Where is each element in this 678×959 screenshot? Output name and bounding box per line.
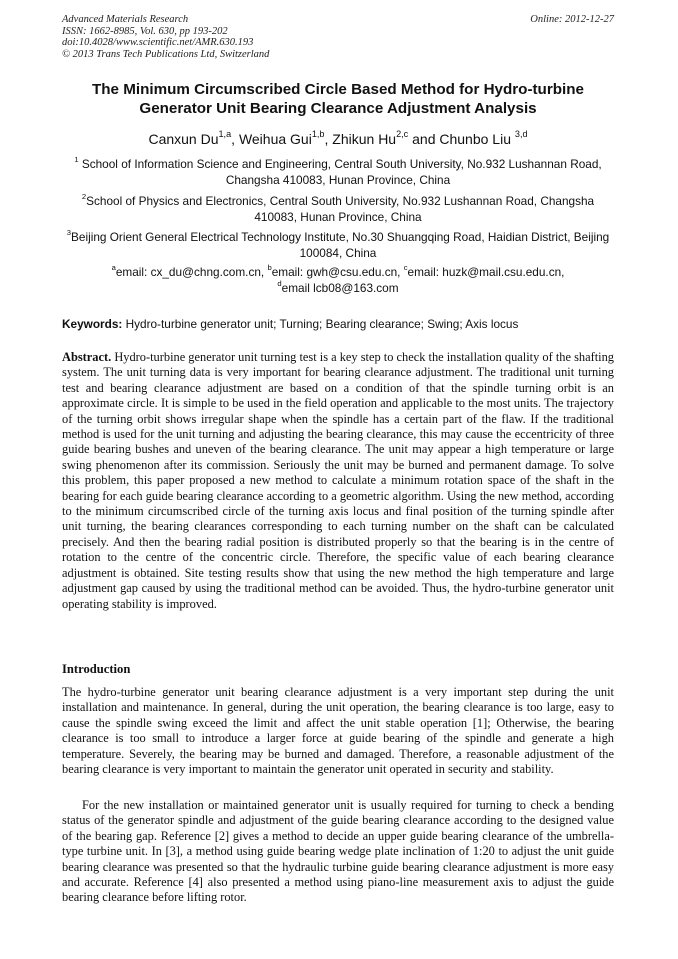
keywords-label: Keywords: bbox=[62, 317, 123, 331]
keywords bbox=[62, 316, 614, 332]
author-name: Zhikun Hu bbox=[332, 131, 397, 147]
journal-issn: ISSN: 1662-8985, Vol. 630, pp 193-202 bbox=[62, 25, 228, 37]
affiliation-mark: 3 bbox=[66, 227, 72, 237]
author-affiliation-mark: 1,a bbox=[218, 128, 232, 139]
email-mark: c bbox=[403, 262, 408, 272]
email-mark: b bbox=[267, 262, 272, 272]
author-name: Canxun Du bbox=[148, 131, 219, 147]
author-affiliation-mark: 1,b bbox=[311, 128, 325, 139]
introduction-paragraph-1: The hydro-turbine generator unit bearing clearance adjustment is a very important step during the unit installation and maintenance. In general, during the unit operation, the bearing clearance is too large, easy to cause the spindle swing exceed the limit and affect the unit stable operation [1]; Otherwise, the bearing clearance is too small to introduce a larger force at guide bearing of the spindle and generate a high temperature. Severely, the bearing may be burned and damaged. Therefore, a reasonable adjustment of the bearing clearance is very important to maintain the generator unit operated in security and stability. bbox=[62, 685, 614, 777]
author-affiliation-mark: 2,c bbox=[396, 128, 409, 139]
email-b: email: gwh@csu.edu.cn, bbox=[271, 265, 404, 279]
author-affiliation-mark: 3,d bbox=[514, 128, 528, 139]
keywords-text: Hydro-turbine generator unit; Turning; Bearing clearance; Swing; Axis locus bbox=[122, 317, 519, 331]
author-list bbox=[62, 130, 614, 148]
author-separator: , bbox=[231, 131, 239, 147]
journal-doi: doi:10.4028/www.scientific.net/AMR.630.193 bbox=[62, 37, 254, 48]
abstract bbox=[62, 350, 614, 612]
journal-copyright: © 2013 Trans Tech Publications Ltd, Switzerland bbox=[62, 48, 270, 60]
affiliation-1 bbox=[62, 156, 614, 188]
author-separator: and bbox=[408, 131, 440, 147]
author-name: Weihua Gui bbox=[238, 131, 312, 147]
email-a: email: cx_du@chng.com.cn, bbox=[115, 265, 268, 279]
email-mark: d bbox=[277, 278, 282, 288]
author-emails bbox=[62, 264, 614, 296]
affiliation-text: School of Information Science and Engineering, Central South University, No.932 Lushannan Road, Changsha 410083, Hunan Province, China bbox=[78, 157, 602, 187]
introduction-paragraph-2: For the new installation or maintained generator unit is usually required for turning to check a bending status of the generator spindle and adjustment of the guide bearing clearance according to the designed value of the bearing gap. Reference [2] gives a method to decide an upper guide bearing clearance of the umbrella-type turbine unit. In [3], a method using guide bearing wedge plate inclination of 1:20 to adjust the unit guide bearing clearance was presented so that the hydraulic turbine guide bearing clearance adjustment is more easy and accurate. Reference [4] also presented a method using piano-line measurement axis to adjust the guide bearing clearance before lifting rotor. bbox=[62, 798, 614, 905]
abstract-text: Hydro-turbine generator unit turning test is a key step to check the installation quality of the shafting system. The unit turning data is very important for bearing clearance adjustment. The traditional unit turning test and bearing clearance adjustment are based on a condition of that the spindle turning orbit is an approximate circle. It is simple to be used in the field operation and applicable to the most units. The trajectory of the turning orbit shows irregular shape when the spindle has a certain part of the flaw. If the traditional method is used for the unit turning and adjusting the bearing clearance, this may cause the eccentricity of three guide bearing bushes and uneven of the bearing clearance. The unit may appear a high temperature or large swing phenomenon after its commission. Seriously the unit may be burned and permanent damage. To solve this problem, this paper proposed a new method to calculate a minimum rotation space of the shaft in the bearing for each guide bearing clearance according to a geometric algorithm. Using the new method, according to the minimum circumscribed circle of the turning axis locus and final position of the turning spindle after unit turning, the bearing clearances corresponding to each turning number on the shaft can be calculated precisely. And then the bearing radial position is distributed properly so that the bearing is in the centre of rotation to the centre of the concentric circle. Therefore, the specific value of each bearing clearance adjustment is obtained. Site testing results show that using the new method the high temperature and large adjustment gap caused by using the traditional method can be avoided. Thus, the hydro-turbine generator unit operating stability is improved. bbox=[62, 350, 614, 611]
online-date: Online: 2012-12-27 bbox=[530, 14, 614, 25]
author-name: Chunbo Liu bbox=[439, 131, 515, 147]
email-d: email lcb08@163.com bbox=[281, 281, 399, 295]
affiliation-3 bbox=[62, 229, 614, 261]
affiliation-mark: 2 bbox=[81, 191, 87, 201]
email-mark: a bbox=[111, 262, 116, 272]
section-heading-introduction: Introduction bbox=[62, 662, 131, 676]
journal-name: Advanced Materials Research bbox=[62, 14, 189, 25]
abstract-label: Abstract. bbox=[62, 350, 112, 364]
journal-header bbox=[62, 14, 614, 60]
paper-title: The Minimum Circumscribed Circle Based Method for Hydro-turbine Generator Unit Bearing Clearance Adjustment Analysis bbox=[92, 81, 584, 117]
affiliation-text: Beijing Orient General Electrical Technology Institute, No.30 Shuangqing Road, Haidian District, Beijing 100084, China bbox=[71, 230, 610, 260]
author-separator: , bbox=[324, 131, 333, 147]
affiliation-2 bbox=[62, 193, 614, 225]
affiliation-mark: 1 bbox=[74, 154, 79, 164]
email-c: email: huzk@mail.csu.edu.cn, bbox=[407, 265, 565, 279]
affiliation-text: School of Physics and Electronics, Central South University, No.932 Lushannan Road, Changsha 410083, Hunan Province, China bbox=[86, 194, 595, 224]
